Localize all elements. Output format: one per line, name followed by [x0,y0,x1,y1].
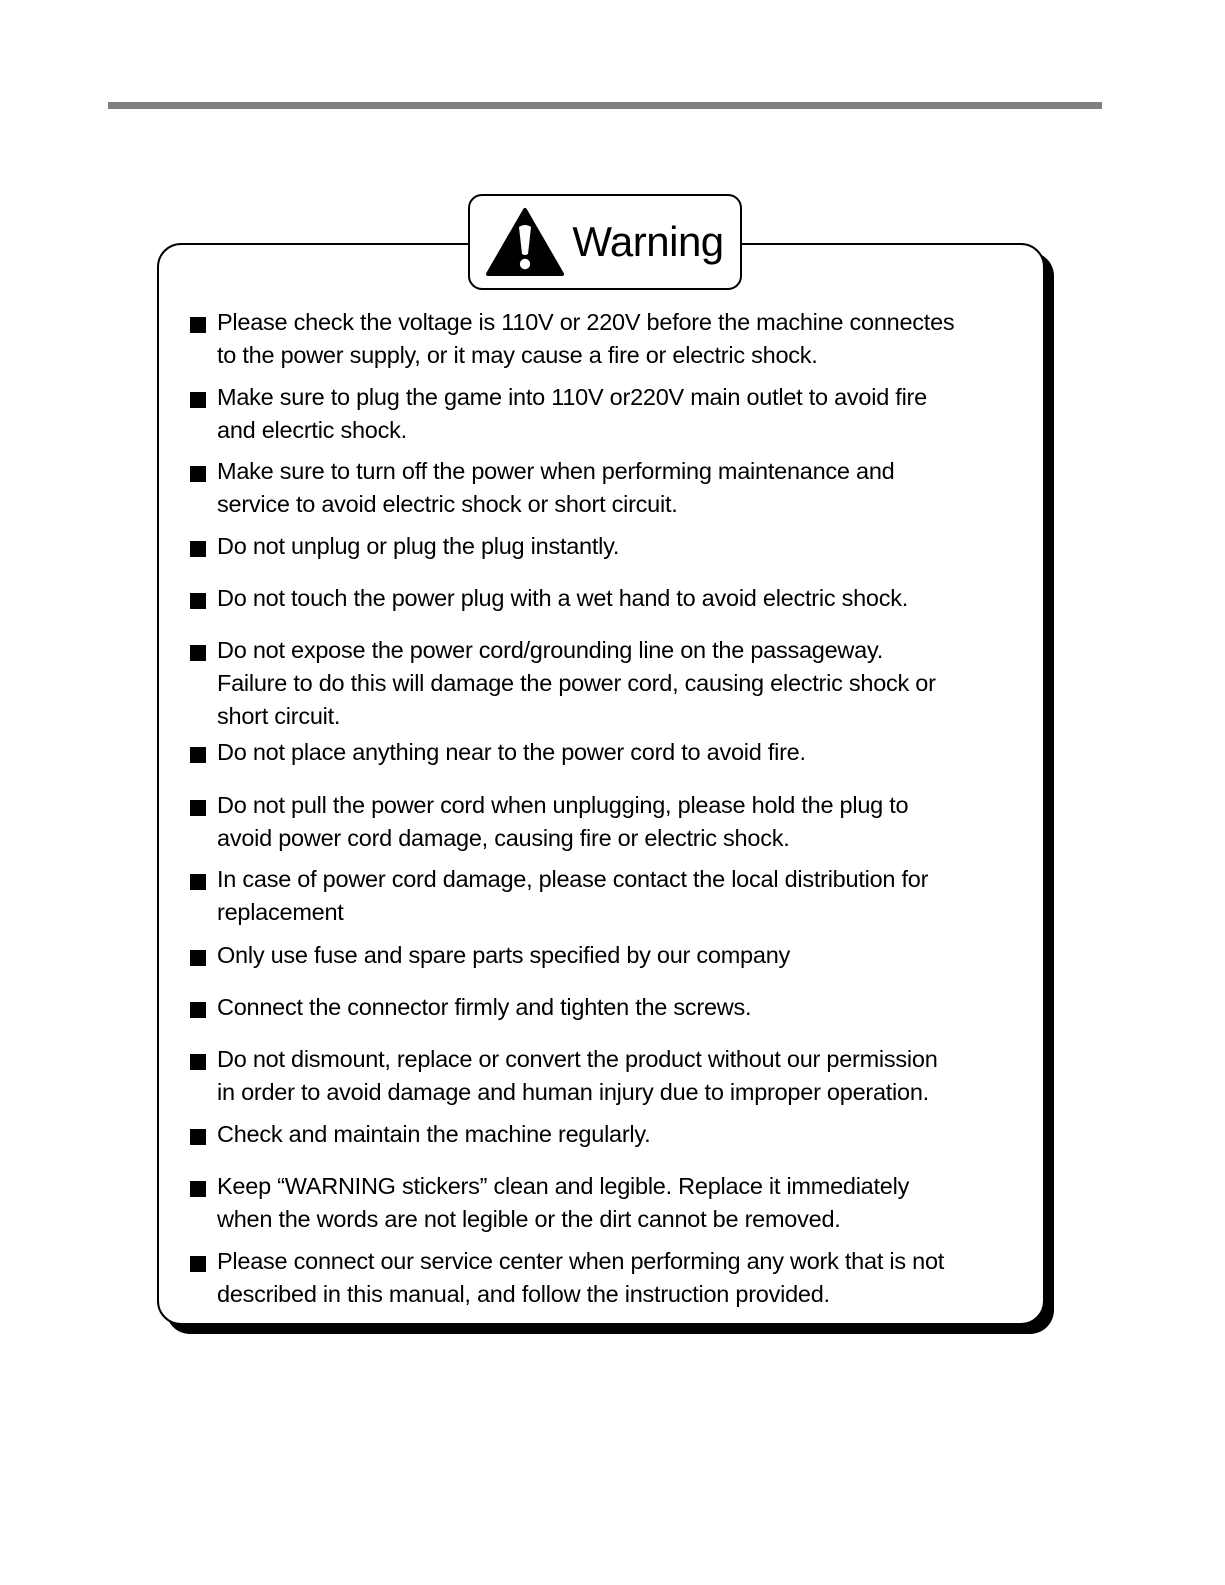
warning-header [468,194,742,290]
warning-triangle-icon [486,207,564,277]
top-divider [108,102,1102,109]
warning-item-text: Keep “WARNING stickers” clean and legible. Replace it immediately when the words are not legible or the dirt cannot be removed. [217,1173,910,1232]
warning-item [190,939,1010,972]
warning-item-text: Do not expose the power cord/grounding line on the passageway. Failure to do this will damage the power cord, causing electric shock or short circuit. [217,637,936,729]
warning-item [190,789,1010,855]
warning-item-text: Only use fuse and spare parts specified by our company [217,942,791,968]
square-bullet-icon [190,1181,206,1197]
warning-item [190,736,1010,769]
square-bullet-icon [190,1129,206,1145]
warning-item [190,455,1010,521]
warning-item-text: Connect the connector firmly and tighten the screws. [217,994,752,1020]
square-bullet-icon [190,874,206,890]
warning-item-text: In case of power cord damage, please contact the local distribution for replacement [217,866,929,925]
square-bullet-icon [190,645,206,661]
warning-item [190,381,1010,447]
warning-item [190,1118,1010,1151]
square-bullet-icon [190,1054,206,1070]
square-bullet-icon [190,1002,206,1018]
square-bullet-icon [190,800,206,816]
warning-item-text: Do not place anything near to the power cord to avoid fire. [217,739,806,765]
warning-item-text: Make sure to turn off the power when performing maintenance and service to avoid electric shock or short circuit. [217,458,895,517]
warning-item [190,530,1010,563]
warning-item [190,991,1010,1024]
square-bullet-icon [190,747,206,763]
square-bullet-icon [190,317,206,333]
warning-item-text: Do not touch the power plug with a wet hand to avoid electric shock. [217,585,909,611]
square-bullet-icon [190,541,206,557]
warning-item-text: Please connect our service center when performing any work that is not described in this manual, and follow the instruction provided. [217,1248,945,1307]
warning-item-text: Do not dismount, replace or convert the product without our permission in order to avoid damage and human injury due to improper operation. [217,1046,938,1105]
warning-item-text: Do not pull the power cord when unplugging, please hold the plug to avoid power cord damage, causing fire or electric shock. [217,792,909,851]
warning-title: Warning [572,218,724,265]
square-bullet-icon [190,392,206,408]
warning-item [190,1170,1010,1236]
warning-item [190,582,1010,615]
square-bullet-icon [190,1256,206,1272]
warning-item-text: Make sure to plug the game into 110V or220V main outlet to avoid fire and elecrtic shock. [217,384,927,443]
warning-item [190,1245,1010,1311]
square-bullet-icon [190,466,206,482]
warning-item [190,306,1010,372]
warning-item [190,863,1010,929]
warning-item [190,1043,1010,1109]
warning-item [190,634,1010,733]
square-bullet-icon [190,950,206,966]
square-bullet-icon [190,593,206,609]
warning-item-text: Check and maintain the machine regularly. [217,1121,651,1147]
warning-item-text: Do not unplug or plug the plug instantly. [217,533,620,559]
warning-item-text: Please check the voltage is 110V or 220V before the machine connectes to the power supply, or it may cause a fire or electric shock. [217,309,955,368]
